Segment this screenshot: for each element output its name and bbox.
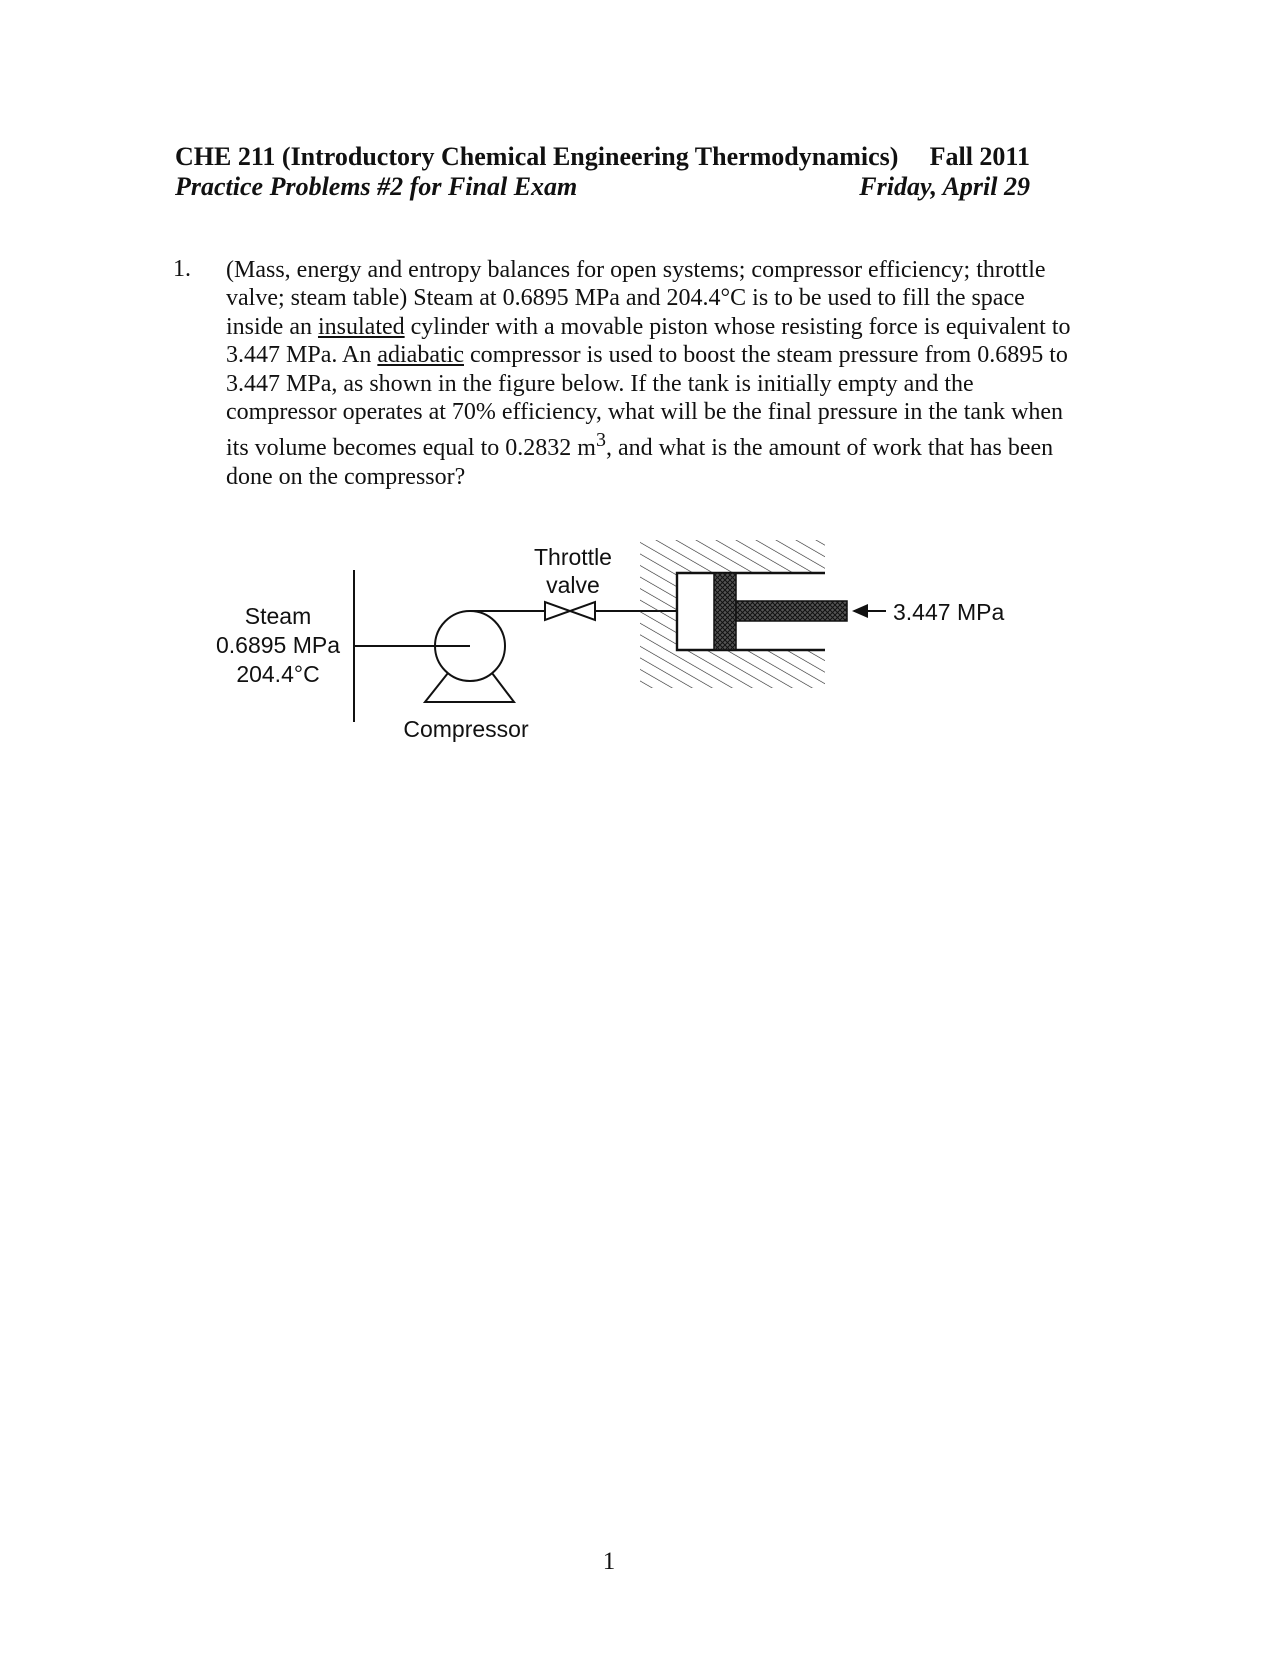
course-title: CHE 211 (Introductory Chemical Engineering Thermodynamics) bbox=[175, 142, 899, 171]
steam-label: Steam bbox=[244, 603, 312, 629]
valve-label-line-2: valve bbox=[546, 572, 600, 598]
problem-text-part-1: (Mass, energy and entropy balances for open systems; compressor efficiency; throttle valve; steam table) Steam at 0.6895 MPa and 204.4°C is to be used to fill the space inside an bbox=[226, 257, 1046, 340]
piston-pressure-label: 3.447 MPa bbox=[893, 599, 1005, 625]
document-date: Friday, April 29 bbox=[859, 172, 1030, 201]
term: Fall 2011 bbox=[929, 142, 1030, 171]
underlined-word-insulated: insulated bbox=[317, 313, 405, 340]
compressor-icon bbox=[425, 611, 514, 702]
cylinder-wall bbox=[640, 540, 825, 688]
piston bbox=[714, 573, 847, 650]
problem-number: 1. bbox=[173, 256, 191, 282]
problem-text-part-4: , and what is the amount of work that has been done on the compressor? bbox=[226, 435, 1054, 490]
header-line-1 bbox=[175, 142, 1030, 172]
pressure-arrow-icon bbox=[852, 604, 886, 618]
throttle-valve-icon bbox=[545, 602, 595, 620]
steam-temperature-label: 204.4°C bbox=[236, 661, 320, 687]
problem-statement bbox=[226, 256, 1086, 491]
steam-pressure-label: 0.6895 MPa bbox=[215, 632, 341, 658]
valve-label-line-1: Throttle bbox=[534, 544, 612, 570]
compressor-label: Compressor bbox=[403, 716, 529, 742]
volume-unit-superscript: 3 bbox=[595, 429, 606, 452]
problem-text-part-3: compressor is used to boost the steam pressure from 0.6895 to 3.447 MPa, as shown in the figure below. If the tank is initially empty and the compressor operates at 70% efficiency, what will be the final pressure in the tank when its volume becomes equal to 0.2832 m bbox=[226, 342, 1068, 462]
page-number: 1 bbox=[602, 1548, 616, 1575]
document-subtitle: Practice Problems #2 for Final Exam bbox=[175, 172, 578, 201]
underlined-word-adiabatic: adiabatic bbox=[377, 342, 464, 369]
header-line-2 bbox=[175, 172, 1030, 202]
problem-text-part-2: cylinder with a movable piston whose resisting force is equivalent to 3.447 MPa. An bbox=[226, 313, 1071, 369]
